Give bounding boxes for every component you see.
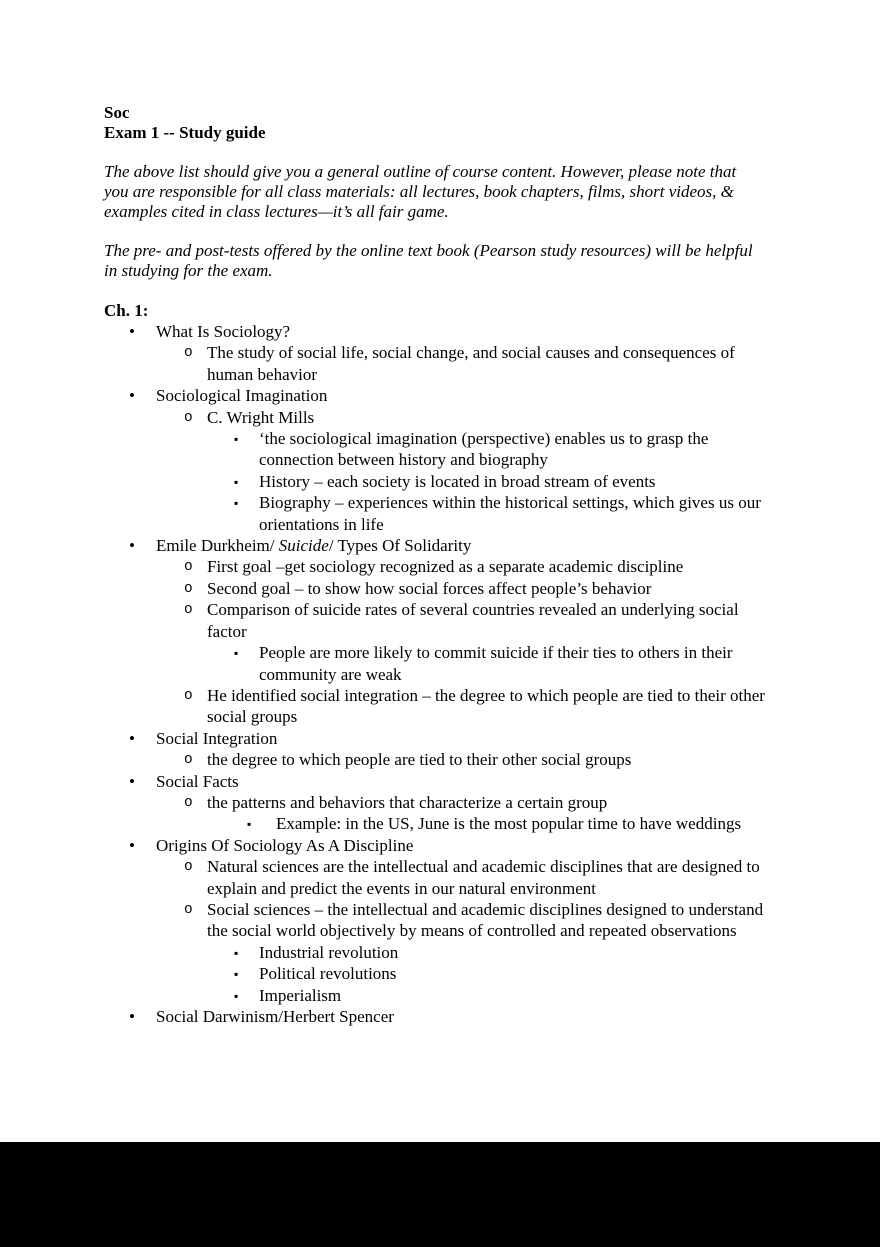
bullet-circle-icon: o (184, 794, 193, 811)
outline-item-text: Social Facts (156, 771, 239, 791)
intro-paragraph-2 (104, 241, 753, 281)
bullet-circle-icon: o (184, 901, 193, 918)
bullet-square-icon: ▪ (234, 646, 239, 661)
bullet-square-icon: ▪ (247, 817, 252, 832)
chapter-heading: Ch. 1: (104, 301, 149, 320)
bullet-disc-icon: • (129, 835, 135, 855)
outline-item-text: ‘the sociological imagination (perspective) enables us to grasp the (259, 429, 709, 449)
course-name: Soc (104, 103, 130, 122)
bullet-circle-icon: o (184, 602, 193, 619)
outline-item-text: People are more likely to commit suicide if their ties to others in their (259, 643, 733, 663)
outline-item-text: Sociological Imagination (156, 386, 328, 406)
outline-item (104, 342, 824, 385)
paragraph-line: you are responsible for all class materials: all lectures, book chapters, films, short videos, & (104, 182, 734, 202)
outline-item (104, 942, 824, 963)
outline-item (104, 535, 824, 556)
outline-item-text: Comparison of suicide rates of several countries revealed an underlying social (207, 600, 739, 620)
bullet-circle-icon: o (184, 559, 193, 576)
bullet-disc-icon: • (129, 728, 135, 748)
outline-item-text: History – each society is located in broad stream of events (259, 471, 656, 491)
outline-item-text: factor (207, 621, 247, 641)
outline-item (104, 771, 824, 792)
bullet-circle-icon: o (184, 409, 193, 426)
page-end-black-area (0, 1142, 880, 1247)
outline-item (104, 835, 824, 856)
outline-item-text: the social world objectively by means of controlled and repeated observations (207, 921, 737, 941)
outline-item (104, 556, 824, 577)
outline-item (104, 728, 824, 749)
outline-item-text: social groups (207, 707, 298, 727)
outline-item-text: the patterns and behaviors that characterize a certain group (207, 792, 608, 812)
outline-item-text: explain and predict the events in our natural environment (207, 878, 596, 898)
outline-item-text: Political revolutions (259, 964, 397, 984)
bullet-circle-icon: o (184, 580, 193, 597)
outline-item (104, 685, 824, 728)
outline-item (104, 492, 824, 535)
outline-item (104, 899, 824, 942)
paragraph-line: The above list should give you a general outline of course content. However, please note that (104, 162, 737, 181)
bullet-square-icon: ▪ (234, 988, 239, 1003)
outline-item-text: human behavior (207, 364, 317, 384)
outline-item (104, 321, 824, 342)
outline-item-text: Natural sciences are the intellectual and academic disciplines that are designed to (207, 857, 760, 877)
bullet-circle-icon: o (184, 687, 193, 704)
intro-paragraph-1 (104, 162, 736, 223)
outline-text-segment: Emile Durkheim/ (156, 536, 279, 556)
outline-item (104, 599, 824, 642)
outline-item-text: What Is Sociology? (156, 322, 291, 341)
outline-item-text (156, 535, 824, 556)
paragraph-line: The pre- and post-tests offered by the online text book (Pearson study resources) will be helpful (104, 241, 753, 260)
bullet-square-icon: ▪ (234, 432, 239, 447)
outline-item (104, 792, 824, 813)
bullet-square-icon: ▪ (234, 967, 239, 982)
outline-item-text: Example: in the US, June is the most popular time to have weddings (276, 814, 742, 834)
outline-item-text: Imperialism (259, 985, 342, 1005)
outline-item (104, 428, 824, 471)
bullet-circle-icon: o (184, 859, 193, 876)
outline-item (104, 749, 824, 770)
bullet-square-icon: ▪ (234, 474, 239, 489)
bullet-disc-icon: • (129, 1007, 135, 1026)
outline-item (104, 471, 824, 492)
outline-text-segment: / Types Of Solidarity (328, 536, 472, 556)
outline-item-text: Biography – experiences within the historical settings, which gives us our (259, 493, 761, 513)
outline-item-text: connection between history and biography (259, 450, 548, 470)
bullet-square-icon: ▪ (234, 496, 239, 511)
outline-item (104, 813, 824, 834)
outline-item-text: orientations in life (259, 514, 384, 534)
outline-item-text: Social sciences – the intellectual and academic disciplines designed to understand (207, 899, 764, 919)
bullet-disc-icon: • (129, 771, 135, 791)
outline-item (104, 963, 824, 984)
bullet-disc-icon: • (129, 386, 135, 406)
outline-item (104, 385, 824, 406)
outline-item-text: C. Wright Mills (207, 407, 315, 427)
document-title: Exam 1 -- Study guide (104, 123, 266, 143)
outline-item (104, 856, 824, 899)
outline-item-text: Second goal – to show how social forces affect people’s behavior (207, 578, 652, 598)
bullet-circle-icon: o (184, 345, 193, 362)
outline-item-text: community are weak (259, 664, 402, 684)
document-header (104, 103, 266, 144)
paragraph-line: examples cited in class lectures—it’s all fair game. (104, 202, 449, 222)
outline-item (104, 1006, 824, 1027)
outline-item (104, 578, 824, 599)
book-title-text: Suicide (278, 536, 329, 556)
outline-item (104, 642, 824, 685)
outline-item-text: He identified social integration – the degree to which people are tied to their other (207, 685, 765, 705)
bullet-square-icon: ▪ (234, 945, 239, 960)
bullet-disc-icon: • (129, 322, 135, 341)
outline-item-text: The study of social life, social change, and social causes and consequences of (207, 343, 735, 363)
bullet-disc-icon: • (129, 536, 135, 556)
outline-item-text: First goal –get sociology recognized as a separate academic discipline (207, 557, 684, 577)
bullet-circle-icon: o (184, 752, 193, 769)
outline-item (104, 407, 824, 428)
outline-item-text: Social Darwinism/Herbert Spencer (156, 1007, 394, 1026)
outline-item-text: Industrial revolution (259, 942, 399, 962)
outline-item (104, 985, 824, 1006)
outline-item-text: Origins Of Sociology As A Discipline (156, 835, 414, 855)
paragraph-line: in studying for the exam. (104, 261, 273, 281)
outline-item-text: the degree to which people are tied to their other social groups (207, 750, 632, 770)
outline-item-text: Social Integration (156, 728, 278, 748)
chapter-outline (104, 321, 824, 1027)
